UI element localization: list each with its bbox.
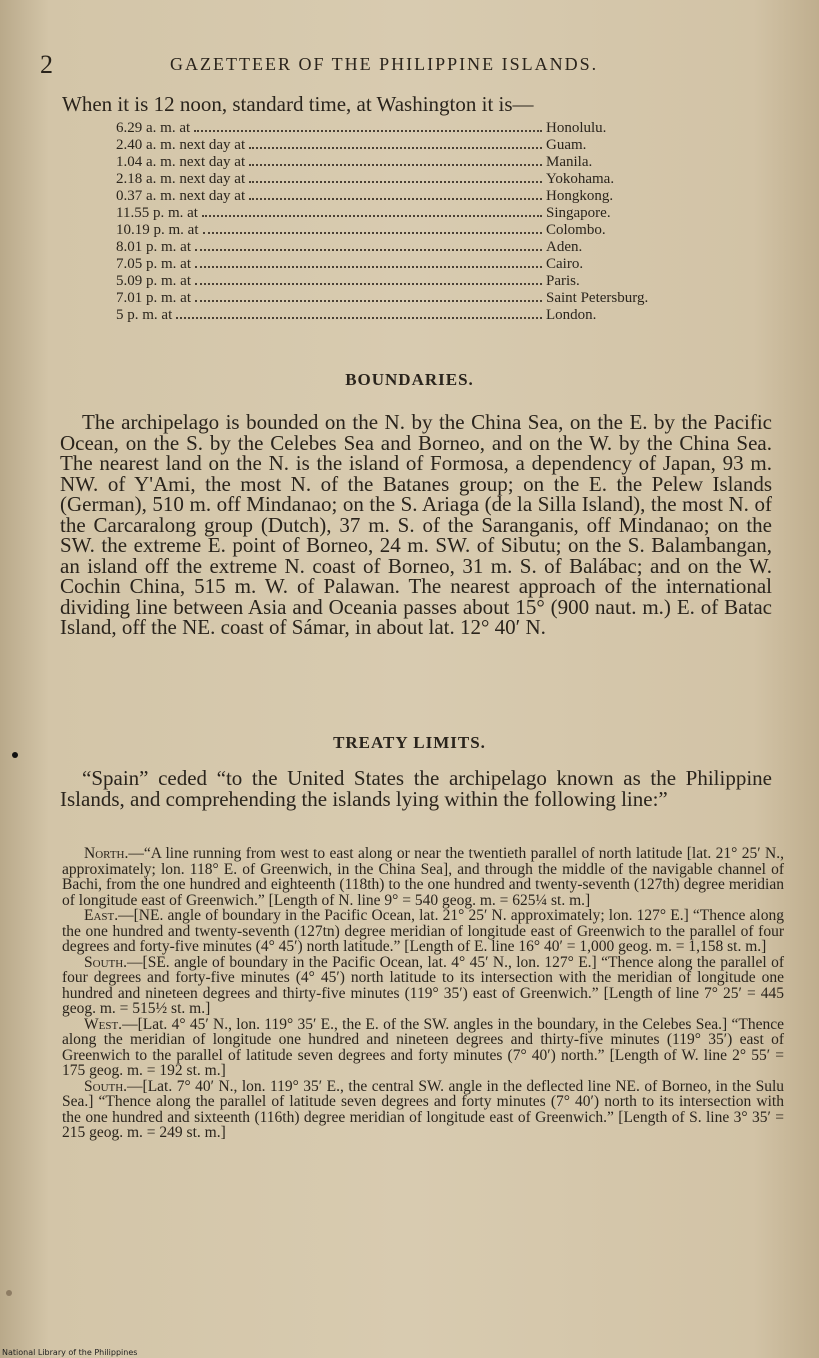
dot-leader [249, 198, 542, 200]
page-header [40, 50, 759, 80]
clause-west [62, 1017, 784, 1079]
clause-label: West. [84, 1015, 123, 1033]
boundaries-heading: BOUNDARIES. [345, 370, 474, 389]
time-table [116, 120, 696, 324]
time-value: 7.01 p. m. at [116, 290, 191, 306]
library-credit: National Library of the Philippines [2, 1348, 138, 1357]
time-row [116, 273, 696, 290]
dot-leader [249, 164, 542, 166]
place-name: Singapore. [546, 205, 611, 221]
dot-leader [194, 130, 542, 132]
time-row [116, 171, 696, 188]
treaty-limits-heading: TREATY LIMITS. [333, 733, 486, 752]
time-row [116, 137, 696, 154]
dot-leader [195, 249, 542, 251]
place-name: Cairo. [546, 256, 584, 272]
margin-stain [6, 1290, 12, 1296]
treaty-intro-paragraph: “Spain” ceded “to the United States the archipelago known as the Philippine Islands, and comprehending the islands lying within the following line:” [60, 766, 772, 811]
place-name: Colombo. [546, 222, 606, 238]
clause-north [62, 846, 784, 908]
dot-leader [203, 232, 543, 234]
clause-label: North. [84, 845, 129, 862]
clause-label: South. [84, 953, 128, 971]
clause-text: —[SE. angle of boundary in the Pacific Ocean, lat. 4° 45′ N., lon. 127° E.] “Thence along the parallel of four degrees and forty-five minutes (4° 45′) north latitude to its intersection with the meridian of longitude one hundred and nineteen degrees and thirty-five minutes (119° 35′) east of Greenwich.” [Length of line 7° 25′ = 445 geog. m. = 515½ st. m.] [62, 953, 784, 1017]
time-row [116, 154, 696, 171]
time-value: 2.40 a. m. next day at [116, 137, 246, 153]
boundaries-paragraph: The archipelago is bounded on the N. by the China Sea, on the E. by the Pacific Ocean, on the S. by the Celebes Sea and Borneo, and on the W. by the China Sea. The nearest land on the N. is the island of Formosa, a dependency of Japan, 93 m. NW. of Y'Ami, the most N. of the Batanes group; on the E. the Pelew Islands (German), 510 m. off Mindanao; on the S. Ariaga (de la Silla Island), the most N. of the Carcaralong group (Dutch), 37 m. S. of the Saranganis, off Mindanao; on the SW. the extreme E. point of Borneo, 24 m. SW. of Sibutu; on the S. Balambangan, an island off the extreme N. coast of Borneo, 31 m. S. of Balábac; and on the W. Cochin China, 515 m. W. of Palawan. The nearest approach of the international dividing line between Asia and Oceania passes about 15° (900 naut. m.) E. of Batac Island, off the NE. coast of Sámar, in about lat. 12° 40′ N. [60, 410, 772, 639]
time-row [116, 205, 696, 222]
margin-ink-dot [12, 752, 18, 758]
time-row [116, 290, 696, 307]
time-row [116, 188, 696, 205]
dot-leader [195, 300, 542, 302]
dot-leader [195, 266, 542, 268]
clause-text: —[NE. angle of boundary in the Pacific Ocean, lat. 21° 25′ N. approximately; lon. 127° E.] “Thence along the one hundred and twenty-seventh (127tn) degree meridian of longitude east of Greenwich to the parallel of four degrees and forty-five minutes (4° 45′) north latitude.” [Length of E. line 16° 40′ = 1,000 geog. m. = 1,158 st. m.] [62, 907, 784, 955]
time-value: 1.04 a. m. next day at [116, 154, 246, 170]
place-name: Honolulu. [546, 120, 607, 136]
dot-leader [202, 215, 542, 217]
time-row [116, 256, 696, 273]
dot-leader [176, 317, 542, 319]
time-value: 11.55 p. m. at [116, 205, 198, 221]
time-intro: When it is 12 noon, standard time, at Washington it is— [62, 92, 534, 116]
time-value: 0.37 a. m. next day at [116, 188, 246, 204]
time-value: 10.19 p. m. at [116, 222, 199, 238]
place-name: Saint Petersburg. [546, 290, 649, 306]
place-name: Hongkong. [546, 188, 614, 204]
treaty-clauses [62, 846, 784, 1141]
time-row [116, 307, 696, 324]
place-name: Yokohama. [546, 171, 615, 187]
running-title: GAZETTEER OF THE PHILIPPINE ISLANDS. [170, 54, 599, 74]
place-name: Manila. [546, 154, 593, 170]
clause-label: East. [84, 907, 119, 924]
place-name: Paris. [546, 273, 580, 289]
place-name: Guam. [546, 137, 587, 153]
place-name: London. [546, 307, 597, 323]
place-name: Aden. [546, 239, 583, 255]
clause-label: South. [84, 1077, 128, 1095]
dot-leader [249, 147, 542, 149]
page-number: 2 [40, 50, 53, 79]
time-value: 2.18 a. m. next day at [116, 171, 246, 187]
dot-leader [249, 181, 542, 183]
time-value: 5.09 p. m. at [116, 273, 191, 289]
clause-south [62, 955, 784, 1017]
clause-text: —“A line running from west to east along or near the twentieth parallel of north latitude [lat. 21° 25′ N., approximately; lon. 118° E. of Greenwich, in the China Sea], and through the middle of the navigable channel of Bachi, from the one hundred and eighteenth (118th) to the one hundred and twenty-seventh (127th) degree meridian of longitude east of Greenwich.” [Length of N. line 9° = 540 geog. m. = 625¼ st. m.] [62, 845, 784, 909]
clause-text: —[Lat. 4° 45′ N., lon. 119° 35′ E., the E. of the SW. angles in the boundary, in the Celebes Sea.] “Thence along the meridian of longitude one hundred and nineteen degrees and thirty-five minutes (119° 35′) east of Greenwich to the parallel of latitude seven degrees and forty minutes (7° 40′) north.” [Length of W. line 2° 55′ = 175 geog. m. = 192 st. m.] [62, 1015, 784, 1079]
dot-leader [195, 283, 542, 285]
time-value: 5 p. m. at [116, 307, 173, 323]
time-value: 6.29 a. m. at [116, 120, 191, 136]
time-value: 7.05 p. m. at [116, 256, 191, 272]
clause-east [62, 908, 784, 955]
time-row [116, 120, 696, 137]
time-row [116, 239, 696, 256]
clause-south-deflected [62, 1079, 784, 1141]
clause-text: —[Lat. 7° 40′ N., lon. 119° 35′ E., the central SW. angle in the deflected line NE. of Borneo, in the Sulu Sea.] “Thence along the parallel of latitude seven degrees and forty minutes (7° 40′) north to its intersection with the one hundred and sixteenth (116th) degree meridian of longitude east of Greenwich.” [Length of S. line 3° 35′ = 215 geog. m. = 249 st. m.] [62, 1077, 784, 1141]
time-row [116, 222, 696, 239]
time-value: 8.01 p. m. at [116, 239, 191, 255]
